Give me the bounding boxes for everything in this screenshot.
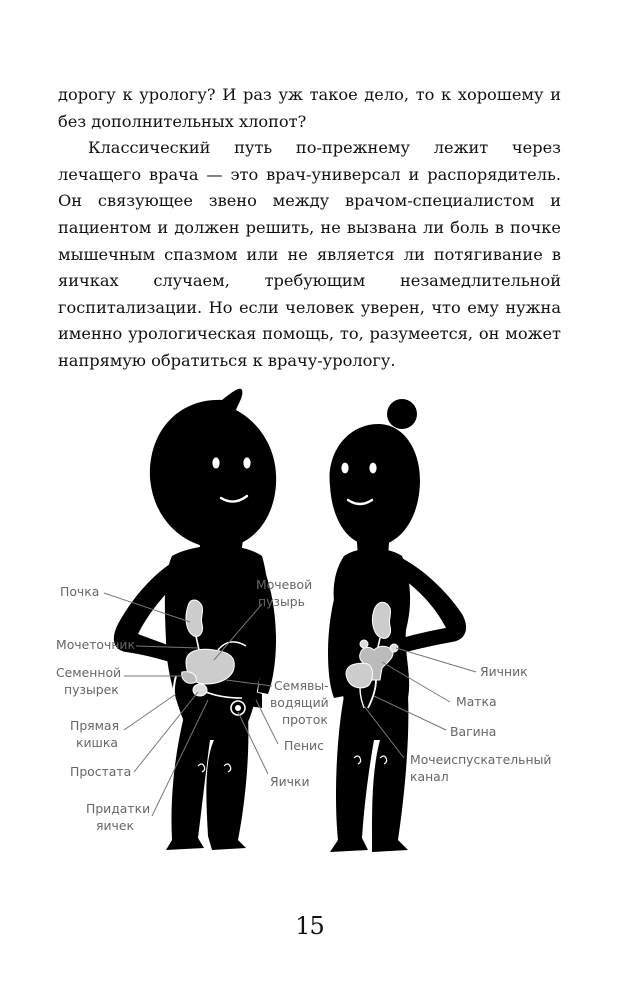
label-seminal-vesicle-1: Семенной	[56, 665, 122, 680]
label-rectum-2: кишка	[76, 735, 118, 750]
label-epididymis-1: Придатки	[86, 801, 151, 816]
label-epididymis-2: яичек	[96, 818, 134, 833]
anatomy-illustration	[0, 380, 619, 860]
label-testicles: Яички	[270, 774, 310, 789]
paragraph-2: Классический путь по-прежнему лежит через лечащего врача — это врач-универсал и распорядитель. Он связующее звено между врачом-специалистом и пациентом и должен решить, не вызвана ли боль в почке мышечным спазмом или не является ли потягивание в яичках случаем, требующим незамедлительной госпитализации. Но если человек уверен, что ему нужна именно урологическая помощь, то, разумеется, он может напрямую обратиться к врачу-урологу.	[58, 138, 561, 370]
label-rectum-1: Прямая	[70, 718, 120, 733]
prostate-shape	[193, 684, 207, 696]
label-vas-deferens-1: Семявы-	[274, 678, 329, 693]
label-vas-deferens-2: водящий	[270, 695, 329, 710]
body-text	[58, 82, 561, 375]
female-silhouette	[328, 399, 466, 852]
label-urethra-2: канал	[410, 769, 449, 784]
label-prostate: Простата	[70, 764, 132, 779]
label-ovary: Яичник	[480, 664, 528, 679]
paragraph-1: дорогу к урологу? И раз уж такое дело, то к хорошему и без дополнительных хлопот?	[58, 85, 561, 131]
kidney-shape-female	[372, 602, 390, 638]
kidney-shape	[186, 600, 203, 636]
ovary-shape	[360, 640, 368, 648]
labels-female	[410, 664, 551, 784]
label-seminal-vesicle-2: пузырек	[64, 682, 119, 697]
label-kidney: Почка	[60, 584, 100, 599]
label-penis: Пенис	[284, 738, 324, 753]
page-number: 15	[295, 912, 324, 940]
label-uterus: Матка	[456, 694, 497, 709]
bladder-shape-female	[346, 663, 373, 688]
label-urethra-1: Мочеиспускательный	[410, 752, 552, 767]
label-bladder-2: пузырь	[258, 594, 305, 609]
label-ureter: Мочеточник	[56, 637, 135, 652]
label-vagina: Вагина	[450, 724, 497, 739]
label-vas-deferens-3: проток	[282, 712, 328, 727]
label-bladder-1: Мочевой	[256, 577, 313, 592]
